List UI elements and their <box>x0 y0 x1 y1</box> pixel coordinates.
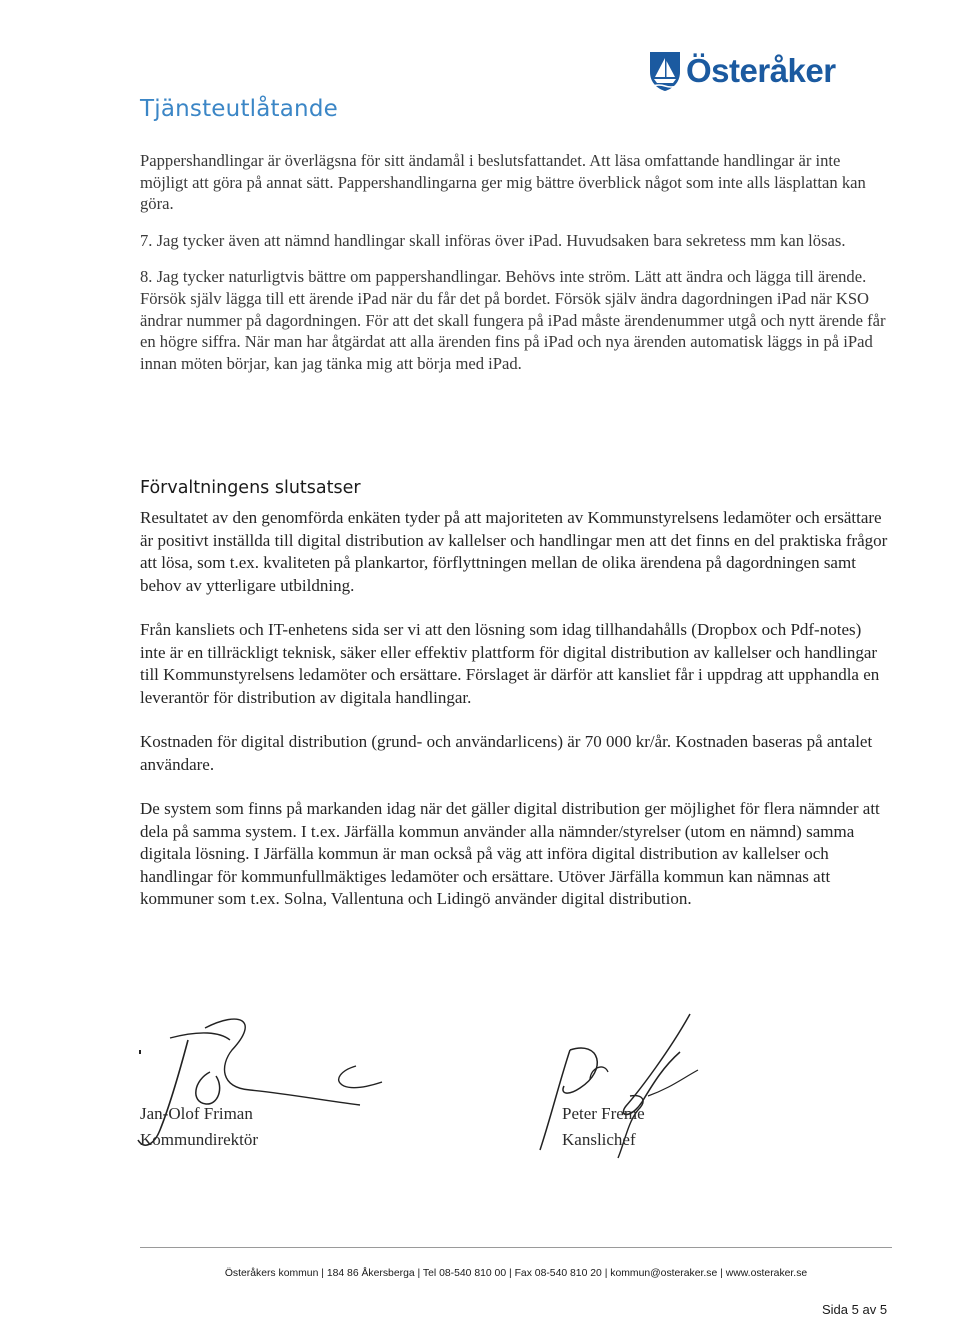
signature-block-2 <box>530 1010 730 1170</box>
paragraph: 7. Jag tycker även att nämnd handlingar skall införas över iPad. Huvudsaken bara sekretess mm kan lösas. <box>140 230 846 250</box>
signature-block-1 <box>120 1010 420 1170</box>
paragraph: Pappershandlingar är överlägsna för sitt ändamål i beslutsfattandet. Att läsa omfattande handlingar är inte möjligt att göra på annat sätt. Pappershandlingarna ger mig bättre överblick något som inte alls läsplattan kan göra. <box>140 151 866 214</box>
paragraph: Från kansliets och IT-enhetens sida ser vi att den lösning som idag tillhandahålls (Dropbox och Pdf-notes) inte är en tillräckligt teknisk, säker eller effektiv plattform för digital distribution av kallelser och handlingar till Kommunstyrelsens ledamöter och ersättare. Förslaget är därför att kansliet får i uppdrag att upphandla en leverantör för distribution av digitala handlingar. <box>140 620 880 707</box>
intro-section <box>140 150 890 389</box>
signer-role: Kommundirektör <box>140 1130 259 1149</box>
signer-name: Jan-Olof Friman <box>140 1104 253 1123</box>
section-heading: Förvaltningens slutsatser <box>140 478 361 498</box>
conclusions-section <box>140 507 890 933</box>
page-number: Sida 5 av 5 <box>822 1302 888 1317</box>
municipality-logo <box>648 50 836 92</box>
paragraph: Kostnaden för digital distribution (grund- och användarlicens) är 70 000 kr/år. Kostnaden baseras på antalet användare. <box>140 732 873 774</box>
paragraph: De system som finns på markanden idag när det gäller digital distribution ger möjlighet för flera nämnder att dela på samma system. I t.ex. Järfälla kommun använder alla nämnder/styrelser (utom en nämnd) samma digitala lösning. I Järfälla kommun är man också på väg att införa digital distribution av kallelser och handlingar för kommunfullmäktiges ledamöter och ersättare. Utöver Järfälla kommun kan nämnas att kommuner som t.ex. Solna, Vallentuna och Lidingö använder digital distribution. <box>140 799 880 908</box>
paragraph: 8. Jag tycker naturligtvis bättre om pappershandlingar. Behövs inte ström. Lätt att ändra och lägga till ärende. Försök själv lägga till ett ärende iPad när du får det på bordet. Försök själv ändra dagordningen iPad när KSO ändrar nummer på dagordningen. För att det skall fungera på iPad måste ärendenummer utgå och nytt ärende får en högre siffra. När man har åtgärdat att alla ärenden fins på iPad och nya ärenden automatisk läggs in på iPad innan möten börjar, kan jag tänka mig att börja med iPad. <box>140 267 886 373</box>
paragraph: Resultatet av den genomförda enkäten tyder på att majoriteten av Kommunstyrelsens ledamöter och ersättare är positivt inställda till digital distribution av kallelser och handlingar men att det finns en del praktiska frågor att lösa, som t.ex. kvaliteten på plankartor, förflyttningen mellan de olika ärendena på dagordningen samt behov av ytterligare utbildning. <box>140 508 888 595</box>
signer-role: Kanslichef <box>562 1130 636 1149</box>
document-title: Tjänsteutlåtande <box>140 96 338 122</box>
municipal-shield-ship-icon <box>648 50 682 92</box>
signer-name: Peter Freme <box>562 1104 645 1123</box>
footer-divider <box>140 1247 892 1248</box>
footer-contact-line: Österåkers kommun | 184 86 Åkersberga | Tel 08-540 810 00 | Fax 08-540 810 20 | kommun@osteraker.se | www.osteraker.se <box>224 1268 808 1279</box>
logo-text: Österåker <box>686 52 836 89</box>
